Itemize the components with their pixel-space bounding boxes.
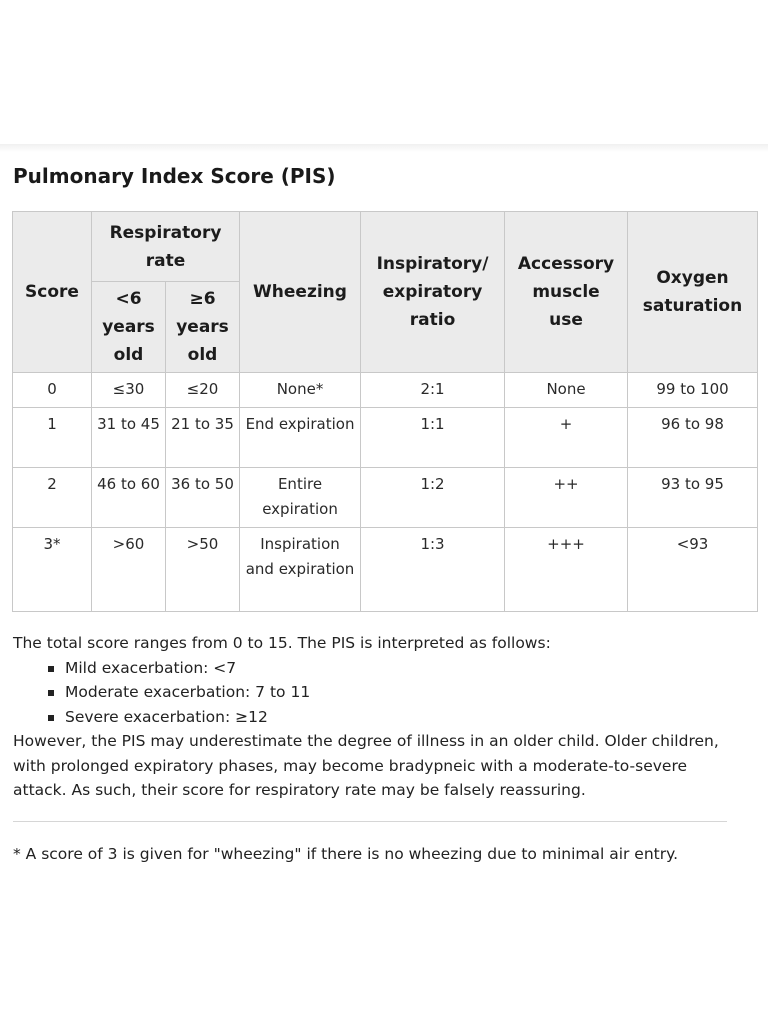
cell-rate-over-6: 21 to 35: [166, 408, 240, 468]
header-under-6: <6 years old: [92, 282, 166, 373]
list-item-text: Severe exacerbation: ≥12: [65, 707, 268, 726]
cell-rate-under-6: ≤30: [92, 373, 166, 408]
cell-rate-over-6: 36 to 50: [166, 468, 240, 528]
cell-oxygen: 96 to 98: [628, 408, 758, 468]
notes-intro: The total score ranges from 0 to 15. The PIS is interpreted as follows:: [13, 634, 551, 652]
page-title: Pulmonary Index Score (PIS): [13, 164, 336, 188]
footnote-divider: [13, 821, 727, 822]
cell-oxygen: 99 to 100: [628, 373, 758, 408]
list-item: [48, 656, 743, 681]
cell-score: 3*: [13, 528, 92, 612]
cell-oxygen: <93: [628, 528, 758, 612]
cell-oxygen: 93 to 95: [628, 468, 758, 528]
header-accessory-muscle-use: Accessory muscle use: [505, 212, 628, 373]
cell-accessory: +++: [505, 528, 628, 612]
cell-rate-over-6: >50: [166, 528, 240, 612]
cell-rate-under-6: 31 to 45: [92, 408, 166, 468]
cell-accessory: ++: [505, 468, 628, 528]
cell-wheezing: Entire expiration: [240, 468, 361, 528]
cell-ie-ratio: 1:3: [361, 528, 505, 612]
cell-accessory: +: [505, 408, 628, 468]
header-over-6: ≥6 years old: [166, 282, 240, 373]
cell-ie-ratio: 2:1: [361, 373, 505, 408]
score-notes: [13, 631, 743, 803]
table-row: [13, 408, 758, 468]
cell-score: 1: [13, 408, 92, 468]
table-row: [13, 468, 758, 528]
header-respiratory-rate: Respiratory rate: [92, 212, 240, 282]
table-row: [13, 373, 758, 408]
cell-ie-ratio: 1:2: [361, 468, 505, 528]
bullet-icon: [48, 690, 54, 696]
interpretation-list: [13, 656, 743, 730]
list-item: [48, 680, 743, 705]
cell-wheezing: None*: [240, 373, 361, 408]
cell-rate-under-6: >60: [92, 528, 166, 612]
bullet-icon: [48, 666, 54, 672]
cell-score: 2: [13, 468, 92, 528]
notes-caveat: However, the PIS may underestimate the degree of illness in an older child. Older children, with prolonged expiratory phases, may become bradypneic with a moderate-to-severe attack. As such, their score for respiratory rate may be falsely reassuring.: [13, 732, 719, 799]
cell-wheezing: End expiration: [240, 408, 361, 468]
header-oxygen-saturation: Oxygen saturation: [628, 212, 758, 373]
table-row: [13, 528, 758, 612]
bullet-icon: [48, 715, 54, 721]
cell-accessory: None: [505, 373, 628, 408]
cell-wheezing: Inspiration and expiration: [240, 528, 361, 612]
cell-rate-under-6: 46 to 60: [92, 468, 166, 528]
header-score: Score: [13, 212, 92, 373]
top-divider-shadow: [0, 144, 768, 152]
cell-rate-over-6: ≤20: [166, 373, 240, 408]
pis-table: [12, 211, 758, 612]
list-item-text: Mild exacerbation: <7: [65, 658, 237, 677]
cell-score: 0: [13, 373, 92, 408]
list-item-text: Moderate exacerbation: 7 to 11: [65, 683, 311, 701]
header-wheezing: Wheezing: [240, 212, 361, 373]
footnote: * A score of 3 is given for "wheezing" if there is no wheezing due to minimal air entry.: [13, 845, 679, 863]
list-item: [48, 705, 743, 730]
header-ie-ratio: Inspiratory/ expiratory ratio: [361, 212, 505, 373]
cell-ie-ratio: 1:1: [361, 408, 505, 468]
